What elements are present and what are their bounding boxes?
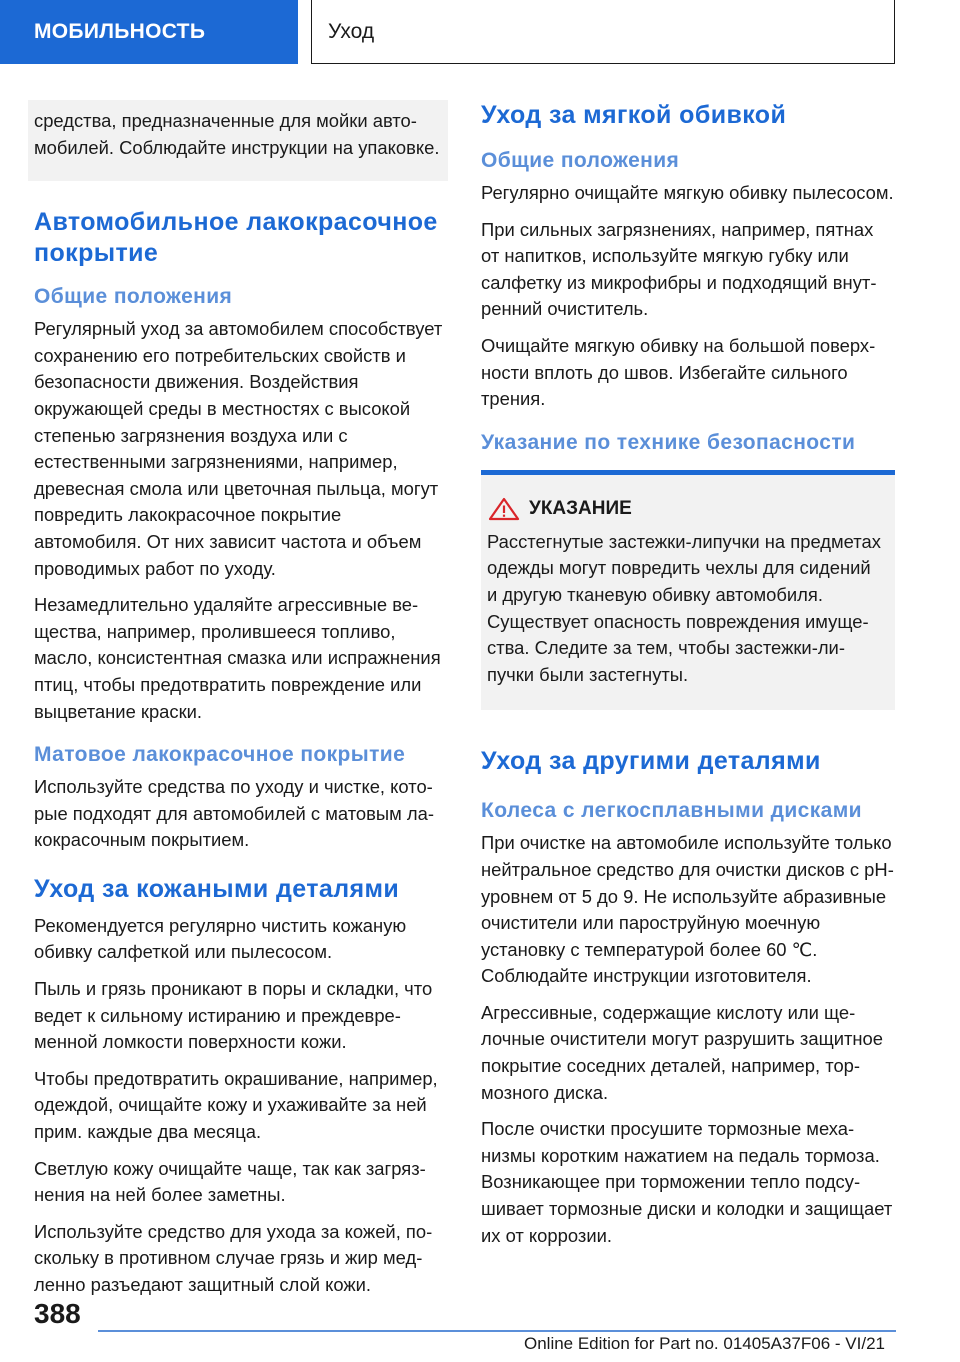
warning-triangle-icon (487, 497, 521, 521)
leather-paragraph-3: Чтобы предотвратить окрашивание, например, одеждой, очищайте кожу и ухаживайте за ней прим. каждые два месяца. (34, 1067, 438, 1143)
matte-paint-paragraph: Используйте средства по уходу и чистке, которые подходят для автомобилей с матовым лакокрасочным покрытием. (34, 776, 434, 851)
paint-paragraph-2: Незамедлительно удаляйте агрессивные вещества, например, пролившееся топливо, масло, консистентная смазка или испражнения птиц, чтобы предотвратить повреждение или выцветание краски. (34, 594, 441, 722)
wheels-paragraph-2: Агрессивные, содержащие кислоту или щелочные очистители могут разрушить защитное покрытие соседних деталей, например, тормозного диска. (481, 1001, 884, 1103)
leather-paragraph-5: Используйте средство для ухода за кожей, поскольку в противном случае грязь и жир медленно разъедают защитный слой кожи. (34, 1220, 433, 1295)
leather-paragraph-4: Светлую кожу очищайте чаще, так как загрязнения на ней более заметны. (34, 1157, 426, 1206)
notice-label: УКАЗАНИЕ (529, 497, 632, 519)
wheels-paragraph-1: При очистке на автомобиле используйте только нейтральное средство для очистки дисков с pH-уровнем от 5 до 9. Не используйте абразивные очистители или пароструйную моечную установку с температурой более 60 ℃. Соблюдайте инструкции изготовителя. (481, 832, 894, 987)
edition-footer: Online Edition for Part no. 01405A37F06 - VI/21 (523, 1334, 885, 1353)
paint-heading: Автомобильное лакокрасочное покрытие (34, 208, 438, 268)
upholstery-paragraph-1: Регулярно очищайте мягкую обивку пылесосом. (481, 182, 894, 203)
alloy-wheels-heading: Колеса с легкосплавными дисками (481, 799, 862, 823)
chapter-header (311, 0, 895, 64)
paint-paragraph-1: Регулярный уход за автомобилем способствует сохранению его потребительских свойств и безопасности движения. Воздействия окружающей среды в местностях с высокой степенью загрязнения воздуха или с естественными загрязнениями, например, древесная смола или цветочная пыльца, могут повредить лакокрасочное покрытие автомобиля. От них зависит частота и объем проводимых работ по уходу. (34, 318, 443, 579)
notice-box (481, 470, 895, 711)
safety-heading: Указание по технике безопасности (481, 430, 856, 454)
section-title: МОБИЛЬНОСТЬ (34, 20, 206, 43)
footer-divider (98, 1330, 896, 1332)
section-tab (0, 0, 298, 64)
upholstery-general-heading: Общие положения (481, 149, 680, 172)
matte-paint-heading: Матовое лакокрасочное покрытие (34, 743, 406, 767)
page-number: 388 (34, 1298, 81, 1329)
right-column (481, 100, 895, 1259)
wheels-paragraph-3: После очистки просушите тормозные механизмы коротким нажатием на педаль тормоза. Возникающее при торможении тепло подсушивает тормозные диски и колодки и защищает их от коррозии. (481, 1118, 893, 1246)
intro-note-box (28, 100, 448, 181)
other-parts-heading: Уход за другими деталями (481, 747, 821, 776)
leather-paragraph-1: Рекомендуется регулярно чистить кожаную обивку салфеткой или пылесосом. (34, 914, 407, 963)
upholstery-paragraph-2: При сильных загрязнениях, например, пятнах от напитков, используйте мягкую губку или салфетку из микрофибры и подходящий внутренний очиститель. (481, 218, 877, 320)
chapter-title: Уход (328, 19, 375, 43)
left-column (34, 100, 448, 1309)
intro-note-text: средства, предназначенные для мойки автомобилей. Соблюдайте инструкции на упаковке. (34, 110, 440, 158)
paint-general-heading: Общие положения (34, 285, 233, 309)
leather-paragraph-2: Пыль и грязь проникают в поры и складки, что ведет к сильному истиранию и преждевременной ломкости поверхности кожи. (34, 978, 433, 1053)
notice-text: Расстегнутые застежки-липучки на предметах одежды могут повредить чехлы для сидений и другую тканевую обивку автомобиля. Существует опасность повреждения имущества. Следите за тем, чтобы застежки-липучки были застегнуты. (487, 530, 881, 685)
notice-title-row (487, 497, 883, 521)
upholstery-heading: Уход за мягкой обивкой (481, 101, 787, 129)
leather-heading: Уход за кожаными деталями (34, 874, 400, 903)
upholstery-paragraph-3: Очищайте мягкую обивку на большой поверхности вплоть до швов. Избегайте сильного трения. (481, 334, 876, 410)
